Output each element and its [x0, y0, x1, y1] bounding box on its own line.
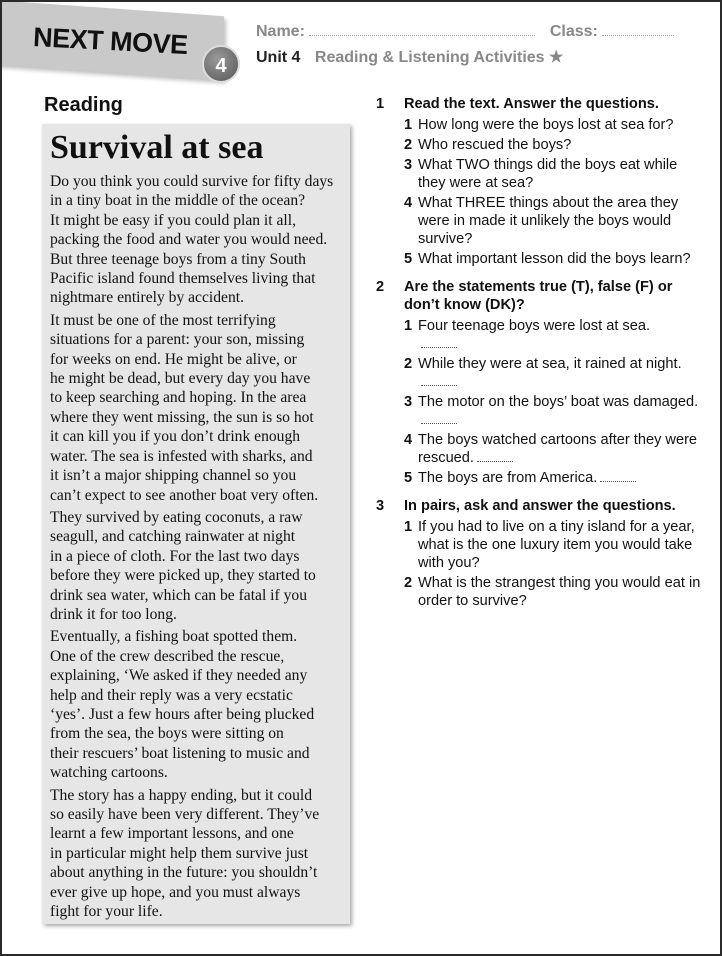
passage-line: It might be easy if you could plan it all, [50, 211, 296, 229]
passage-line: nightmare entirely by accident. [50, 289, 244, 307]
question-number: 1 [404, 318, 413, 334]
question-text [418, 116, 706, 134]
passage-line: he might be dead, but every day you have [50, 370, 311, 388]
reading-heading: Reading [44, 94, 123, 116]
passage-line: situations for a parent: your son, missing [50, 331, 305, 349]
question-text [418, 518, 706, 572]
passage-line: from the sea, the boys were sitting on [50, 725, 284, 743]
passage-paragraph [50, 508, 350, 624]
unit-row [256, 47, 563, 67]
passage-line: so easily have been very different. They’ve [50, 806, 320, 823]
passage-line: explaining, ‘We asked if they needed any [50, 667, 308, 685]
passage-line: where they went missing, the sun is so hot [50, 408, 314, 426]
passage-line: before they were picked up, they started to [50, 567, 316, 585]
exercise-section [376, 278, 706, 487]
question-text [418, 156, 706, 192]
passage-line: in particular might help them survive just [50, 844, 309, 862]
passage-line: ever give up hope, and you must always [50, 883, 301, 901]
passage-line: ‘yes’. Just a few hours after being plucked [50, 705, 315, 723]
question-number: 5 [404, 470, 413, 486]
exercise-number: 2 [376, 279, 385, 295]
exercise-heading [376, 497, 706, 515]
question-item [404, 136, 706, 154]
passage-paragraph [50, 172, 350, 308]
passage-title: Survival at sea [50, 129, 264, 166]
question-item [404, 250, 706, 268]
question-item [404, 317, 706, 353]
exercise-instruction: Are the statements true (T), false (F) or don’t know (DK)? [404, 279, 673, 313]
name-label: Name: [256, 23, 305, 40]
question-number: 3 [404, 157, 413, 173]
passage-line: Eventually, a fishing boat spotted them. [50, 628, 298, 646]
exercise-heading [376, 95, 706, 113]
question-label: The boys watched cartoons after they were rescued. [418, 432, 698, 466]
exercise-instruction: Read the text. Answer the questions. [404, 96, 659, 112]
passage-line: It must be one of the most terrifying [50, 311, 276, 329]
reading-passage [42, 124, 350, 924]
question-number: 2 [404, 575, 413, 591]
answer-blank[interactable] [421, 414, 457, 424]
exercise-number: 3 [376, 498, 385, 514]
answer-blank[interactable] [477, 452, 513, 462]
question-label: How long were the boys lost at sea for? [418, 117, 674, 133]
name-field[interactable] [309, 24, 535, 36]
passage-paragraph [50, 627, 350, 782]
passage-line: watching cartoons. [50, 764, 168, 782]
passage-line: it isn’t a major shipping channel so you [50, 467, 297, 485]
passage-line: help and their reply was a very ecstatic [50, 686, 293, 704]
passage-line: for weeks on end. He might be alive, or [50, 350, 297, 368]
unit-label: Unit 4 [256, 49, 301, 66]
question-number: 2 [404, 356, 413, 372]
answer-blank[interactable] [600, 472, 636, 482]
passage-line: seagull, and catching rainwater at night [50, 528, 296, 546]
passage-line: can’t expect to see another boat very often. [50, 486, 319, 504]
question-label: Who rescued the boys? [418, 137, 572, 153]
question-number: 2 [404, 137, 413, 153]
question-item [404, 518, 706, 572]
question-number: 4 [404, 432, 413, 448]
question-item [404, 116, 706, 134]
exercise-section [376, 497, 706, 610]
question-label: While they were at sea, it rained at night. [418, 356, 682, 372]
question-item [404, 156, 706, 192]
question-label: What TWO things did the boys eat while they were at sea? [418, 157, 678, 191]
question-text [418, 194, 706, 248]
question-number: 5 [404, 251, 413, 267]
passage-line: fight for your life. [50, 903, 163, 921]
question-text [418, 250, 706, 268]
passage-paragraph [50, 786, 350, 922]
name-class-row [256, 23, 674, 41]
question-label: Four teenage boys were lost at sea. [418, 318, 651, 334]
question-item [404, 355, 706, 391]
exercise-instruction: In pairs, ask and answer the questions. [404, 498, 676, 514]
question-item [404, 431, 706, 467]
question-number: 1 [404, 519, 413, 535]
question-text [418, 355, 706, 391]
passage-line: it can kill you if you don’t drink enough [50, 428, 301, 446]
question-label: If you had to live on a tiny island for a year, what is the one luxury item you would take with you? [418, 519, 695, 571]
passage-line: in a tiny boat in the middle of the ocean? [50, 192, 306, 210]
question-item [404, 393, 706, 429]
passage-line: packing the food and water you would need. [50, 231, 328, 249]
passage-line: They survived by eating coconuts, a raw [50, 508, 303, 526]
worksheet-page [2, 2, 720, 954]
question-label: What important lesson did the boys learn? [418, 251, 691, 267]
passage-line: to keep searching and hoping. In the area [50, 389, 307, 407]
unit-badge: 4 [202, 45, 240, 83]
question-number: 4 [404, 195, 413, 211]
passage-line: water. The sea is infested with sharks, and [50, 447, 313, 465]
question-text [418, 574, 706, 610]
question-text [418, 136, 706, 154]
question-text [418, 393, 706, 429]
answer-blank[interactable] [421, 338, 457, 348]
question-text [418, 317, 706, 353]
question-number: 1 [404, 117, 413, 133]
question-label: The motor on the boys’ boat was damaged. [418, 394, 699, 410]
exercise-section [376, 95, 706, 268]
question-label: The boys are from America. [418, 470, 598, 486]
passage-line: learnt a few important lessons, and one [50, 825, 294, 843]
star-icon: ★ [549, 49, 564, 66]
passage-line: about anything in the future: you shouldn’t [50, 864, 318, 882]
class-label: Class: [549, 23, 598, 40]
exercise-heading [376, 278, 706, 314]
question-item [404, 194, 706, 248]
class-field[interactable] [602, 24, 674, 36]
passage-line: Do you think you could survive for fifty days [50, 173, 334, 190]
passage-paragraph [50, 311, 350, 505]
passage-line: drink sea water, which can be fatal if you [50, 586, 307, 604]
answer-blank[interactable] [421, 376, 457, 386]
question-number: 3 [404, 394, 413, 410]
question-label: What is the strangest thing you would eat in order to survive? [418, 575, 701, 609]
exercises [376, 95, 706, 620]
question-text [418, 431, 706, 467]
passage-line: The story has a happy ending, but it could [50, 786, 313, 804]
passage-line: their rescuers’ boat listening to music and [50, 744, 310, 762]
exercise-number: 1 [376, 96, 385, 112]
activity-title: Reading & Listening Activities [314, 49, 545, 66]
passage-line: in a piece of cloth. For the last two days [50, 547, 300, 565]
question-item [404, 469, 706, 487]
brand-logo: NEXT MOVE [32, 22, 189, 61]
passage-line: But three teenage boys from a tiny South [50, 250, 306, 268]
passage-line: One of the crew described the rescue, [50, 647, 285, 665]
question-item [404, 574, 706, 610]
question-label: What THREE things about the area they were in made it unlikely the boys would survive? [418, 195, 679, 247]
passage-line: drink it for too long. [50, 605, 177, 623]
passage-line: Pacific island found themselves living that [50, 270, 316, 288]
question-text [418, 469, 706, 487]
